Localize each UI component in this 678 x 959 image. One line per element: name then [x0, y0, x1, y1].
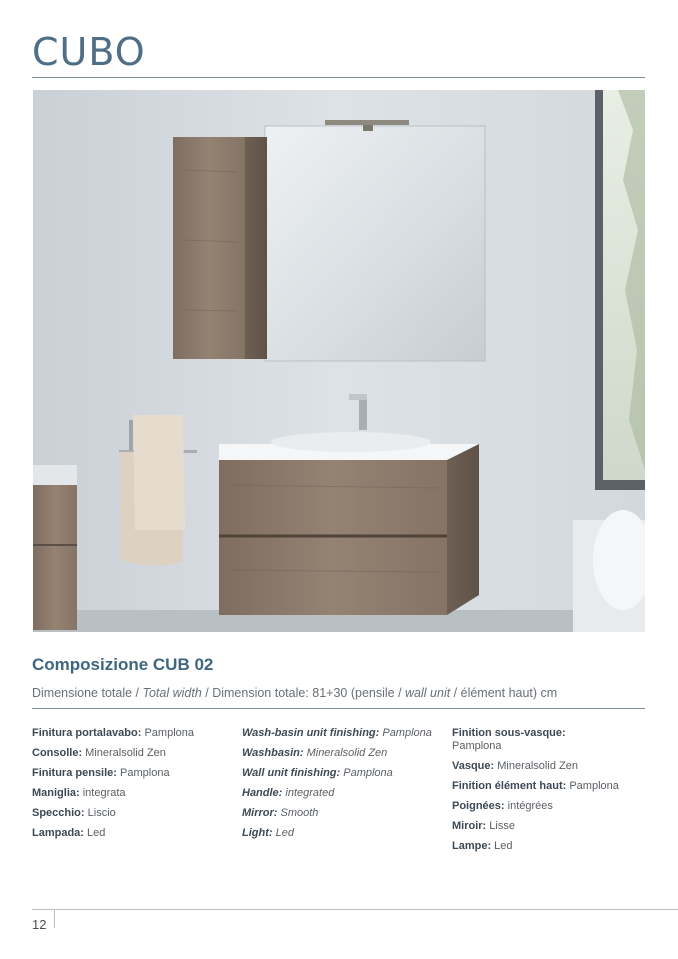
page-number-separator [54, 910, 55, 928]
title-divider [32, 77, 645, 78]
spec-row: Lampe: Led [452, 840, 513, 852]
spec-row: Wall unit finishing: Pamplona [242, 767, 393, 779]
spec-row: Consolle: Mineralsolid Zen [32, 747, 166, 759]
spec-row: Poignées: intégrées [452, 800, 553, 812]
spec-row: Handle: integrated [242, 787, 335, 799]
spec-row: Finitura portalavabo: Pamplona [32, 727, 194, 739]
spec-row: Maniglia: integrata [32, 787, 126, 799]
spec-row: Washbasin: Mineralsolid Zen [242, 747, 388, 759]
composition-title: Composizione CUB 02 [32, 655, 214, 674]
total-dimensions: Dimensione totale / Total width / Dimension totale: 81+30 (pensile / wall unit / élément haut) cm [32, 686, 558, 700]
spec-row: Vasque: Mineralsolid Zen [452, 760, 578, 772]
specs-french [452, 727, 652, 860]
spec-row: Finition sous-vasque: Pamplona [452, 727, 566, 752]
spec-row: Finitura pensile: Pamplona [32, 767, 170, 779]
page-number: 12 [32, 917, 47, 932]
spec-row: Finition élément haut: Pamplona [452, 780, 619, 792]
spec-row: Miroir: Lisse [452, 820, 515, 832]
page-title: CUBO [32, 30, 146, 74]
spec-row: Wash-basin unit finishing: Pamplona [242, 727, 432, 739]
spec-row: Light: Led [242, 827, 294, 839]
spec-row: Mirror: Smooth [242, 807, 319, 819]
specs-english [242, 727, 442, 847]
product-photo [33, 90, 645, 632]
spec-row: Specchio: Liscio [32, 807, 116, 819]
specs-italian [32, 727, 232, 847]
footer-divider [32, 909, 678, 910]
spec-row: Lampada: Led [32, 827, 106, 839]
section-divider [32, 708, 645, 709]
